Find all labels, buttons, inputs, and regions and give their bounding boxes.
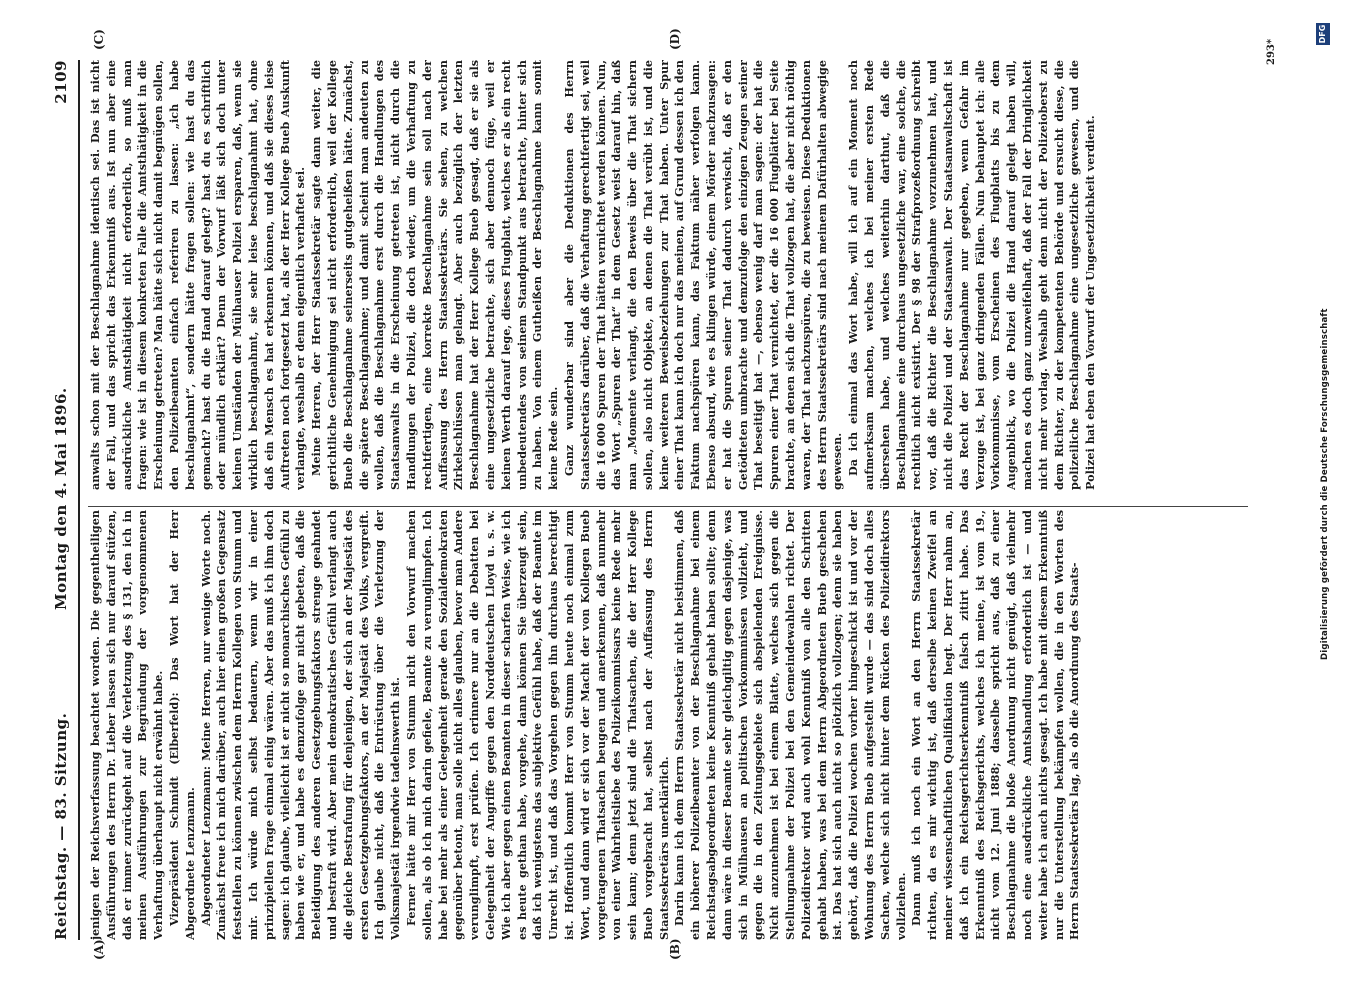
margin-mark-c: (C)	[92, 29, 106, 50]
dfg-logo: DFG	[1316, 23, 1330, 45]
page-header	[52, 60, 74, 940]
paragraph: Da ich einmal das Wort habe, will ich auf ein Moment noch aufmerksam machen, welches ich bei meiner ersten Rede übersehen habe, und welches weiterhin darthut, daß die Beschlagnahme eine durchaus ungesetzliche war, eine solche, die rechtlich nicht existirt. Der § 98 der Strafprozeßordnung schreibt vor, daß die Richter die Beschlagnahme vorzunehmen hat, und nicht die Polizei und der Staatsanwalt. Der Staatsanwaltschaft ist das Recht der Beschlagnahme nur gegeben, wenn Gefahr im Verzuge ist, bei ganz dringenden Fällen. Nun behauptet ich: alle Vorkommnisse, vom Erscheinen des Flugblatts bis zu dem Augenblick, wo die Polizei die Hand darauf gelegt haben will, machen es doch ganz unzweifelhaft, daß der Fall der Dringlichkeit nicht mehr vorlag. Weshalb geht denn nicht der Polizeioberst zu dem Richter, zu der kompetenten Behörde und ersucht diese, die polizeiliche Beschlagnahme eine ungesetzliche gewesen, und die Polizei hat eben den Vorwurf der Ungesetzlichkeit verdient.	[846, 60, 1098, 490]
column-divider	[88, 506, 1248, 507]
header-page-number: 2109	[52, 60, 70, 104]
paragraph: Ferner hätte mir Herr von Stumm nicht den Vorwurf machen sollen, als ob ich mich darin gefiele, Beamte zu verunglimpfen. Ich habe bei mehr als einer Gelegenheit gerade den Sozialdemokraten gegenüber betont, man solle nicht alles glauben, bevor man Andere verunglimpft, erst prüfen. Ich erinnere nur an die Debatten bei Gelegenheit der Angriffe gegen den Norddeutschen Lloyd u. s. w. Wie ich aber gegen einen Beamten in dieser scharfen Weise, wie ich es heute gethan habe, vorgehe, dann können Sie überzeugt sein, daß ich wenigstens das subjektive Gefühl habe, daß der Beamte im Unrecht ist, und daß das Vorgehen gegen ihn durchaus berechtigt ist. Hoffentlich kommt Herr von Stumm heute noch einmal zum Wort, und dann wird er sich vor der Macht der von Kollegen Bueb vorgetragenen Thatsachen beugen und anerkennen, daß nunmehr von einer Wahrheitsliebe des Polizeikommissars keine Rede mehr sein kann; denn jetzt sind die Thatsachen, die der Herr Kollege Bueb vorgebracht hat, selbst nach der Auffassung des Herrn Staatssekretärs unerklärlich.	[403, 510, 671, 940]
header-session: Reichstag. — 83. Sitzung.	[52, 712, 70, 940]
header-rule	[78, 60, 80, 940]
margin-mark-b: (B)	[668, 938, 682, 960]
paragraph: Abgeordneter Lenzmann: Meine Herren, nur wenige Worte noch. Zunächst freue ich mich darüber, auch hier einen großen Gegensatz feststellen zu können zwischen dem Herrn Kollegen von Stumm und mir. Ich würde mich selbst bedauern, wenn wir in einer prinzipiellen Frage einmal einig wären. Aber das muß ich ihm doch sagen: ich glaube, vielleicht ist er nicht so monarchisches Gefühl zu haben wie er, und habe es demzufolge gar nicht gebeten, daß die Beleidigung des anderen Gesetzgebungsfaktors strenge geahndet und bestraft wird. Aber mein demokratisches Gefühl verlangt auch die gleiche Bestrafung für denjenigen, der sich an der Majestät des ersten Gesetzgebungsfaktors, an der Majestät des Volks, vergreift. Ich glaube nicht, daß die Entrüstung über die Verletzung der Volksmajestät irgendwie tadelnswerth ist.	[198, 510, 403, 940]
paragraph: anwalts schon mit der Beschlagnahme identisch sei. Das ist nicht der Fall, und das spricht das Erkenntniß aus. Ist nun aber eine ausdrückliche Amtsthätigkeit nicht erforderlich, so muß man fragen: wie ist in diesem konkreten Falle die Amtsthätigkeit in die Erscheinung getreten? Man hätte sich nicht damit begnügen sollen, den Polizeibeamten einfach referiren zu lassen: „ich habe beschlagnahmt“, sondern hätte fragen sollen: wie hast du das gemacht? hast du die Hand darauf gelegt? hast du es schriftlich oder mündlich erklärt? Denn der Vorwurf läßt sich doch unter keinen Umständen der Mülhauser Polizei ersparen, daß, wenn sie wirklich beschlagnahmt, sie sehr leise beschlagnahmt hat, ohne daß ein Mensch es hat erkennen können, und daß sie dieses leise Auftreten noch fortgesetzt hat, als der Herr Kollege Bueb Auskunft verlangte, weshalb er denn eigentlich verhaftet sei.	[88, 60, 308, 490]
margin-mark-d: (D)	[668, 28, 682, 50]
paragraph: Meine Herren, der Herr Staatssekretär sagte dann weiter, die gerichtliche Genehmigung sei nicht erforderlich, weil der Kollege Bueb die Beschlagnahme seinerseits gutgeheißen hätte. Zunächst, die spätere Beschlagnahme; und damit scheint man andeuten zu wollen, daß die Beschlagnahme erst durch die Handlungen des Staatsanwalts in die Erscheinung getreten ist, nicht durch die Handlungen der Polizei, die doch wieder, um die Verhaftung zu rechtfertigen, eine korrekte Beschlagnahme sein soll nach der Auffassung des Herrn Staatssekretärs. Sie sehen, zu welchen Zirkelschlüssen man gelangt. Aber auch bezüglich der letzten Beschlagnahme hat der Herr Kollege Bueb gesagt, daß er sie als eine ungesetzliche betrachte, sich aber dennoch füge, weil er keinen Werth darauf lege, dieses Flugblatt, welches er als ein recht unbedeutendes von seinem Standpunkt aus betrachte, hinter sich zu haben. Von einem Gutheißen der Beschlagnahme kann somit keine Rede sein.	[309, 60, 561, 490]
margin-mark-a: (A)	[92, 939, 106, 960]
left-column	[88, 510, 1248, 940]
paragraph: Darin kann ich dem Herrn Staatssekretär nicht beistimmen, daß ein höherer Polizeibeamter von der Beschlagnahme bei einem Reichstagsabgeordneten keine Kenntniß gehabt haben sollte; denn dann wäre in dieser Beamte sehr gleichgiltig gegen dasjenige, was sich in Mülhausen an politischen Vorkommnissen vollzieht, und gegen die in den Zeitungsgebiete sich abspielenden Ereignisse. Nicht anzunehmen ist bei einem Blatte, welches sich gegen die Stellungnahme der Polizei bei den Gemeindewahlen richtet. Der Polizeidirektor wird auch wohl Kenntniß von alle den Schritten gehabt haben, was bei dem Herrn Abgeordneten Bueb geschehen ist. Das hat sich auch nicht so plötzlich vollzogen; denn sie haben gehört, daß die Polizei wochen vorher hingeschickt ist und vor der Wohnung des Herrn Bueb aufgestellt wurde — das sind doch alles Sachen, welche sich nicht hinter dem Rücken des Polizeidirektors vollziehen.	[672, 510, 908, 940]
right-column	[88, 60, 1248, 490]
header-date: Montag den 4. Mai 1896.	[52, 387, 70, 610]
footer-page-mark: 293*	[1266, 38, 1277, 65]
paragraph: jenigen der Reichsverfassung beachtet worden. Die gegentheiligen Ausführungen des Herrn Dr. Lieber lassen sich nur darauf stützen, daß er immer zurückgeht auf die Verletzung des § 131, den ich in meinen Ausführungen zur Begründung der vorgenommenen Verhaftung überhaupt nicht erwähnt habe.	[88, 510, 166, 940]
paragraph: Vizepräsident Schmidt (Elberfeld): Das Wort hat der Herr Abgeordnete Lenzmann.	[166, 510, 197, 940]
digitization-credit: Digitalisierung gefördert durch die Deutsche Forschungsgemeinschaft	[1320, 308, 1330, 660]
paragraph: Ganz wunderbar sind aber die Deduktionen des Herrn Staatssekretärs darüber, daß die Verhaftung gerechtfertigt sei, weil die 16 000 Spuren der That hätten vernichtet werden können. Nun, das Wort „Spuren der That“ in dem Gesetz weist darauf hin, daß man „Momente verlangt, die den Beweis über die That sichern sollen, also nicht Objekte, an denen die That verübt ist, und die keine weiteren Beweisbeziehungen zur That haben. Unter Spur einer That kann ich doch nur das meinen, auf Grund dessen ich den Faktum nachspüren kann, das Faktum näher verfolgen kann. Ebenso absurd, wie es klingen würde, einem Mörder nachzusagen: er hat die Spuren seiner That dadurch verwischt, daß er den Getödteten umbrachte und demzufolge den einzigen Zeugen seiner That beseitigt hat —, ebenso wenig darf man sagen: der hat die Spuren einer That vernichtet, der die 16 000 Flugblätter bei Seite brachte, an denen sich die That vollzogen hat, die aber nicht nöthig waren, der That nachzuspüren, die zu beweisen. Diese Deduktionen des Herrn Staatssekretärs sind nach meinem Dafürhalten abwegige gewesen.	[561, 60, 845, 490]
paragraph: Dann muß ich noch ein Wort an den Herrn Staatssekretär richten, da es mir wichtig ist, daß derselbe keinen Zweifel an meiner wissenschaftlichen Qualifikation hegt. Der Herr nahm an, daß ich ein Reichsgerichtserkenntniß falsch zitirt habe. Das Erkenntniß des Reichsgerichts, welches ich meine, ist vom 19., nicht vom 12. Juni 1888; dasselbe spricht aus, daß zu einer Beschlagnahme die bloße Anordnung nicht genügt, daß vielmehr noch eine ausdrückliche Amtshandlung erforderlich ist — und weiter habe ich auch nichts gesagt. Ich habe mit diesem Erkenntniß nur die Unterstellung bekämpfen wollen, die in den Worten des Herrn Staatssekretärs lag, als ob die Anordnung des Staats-	[909, 510, 1082, 940]
